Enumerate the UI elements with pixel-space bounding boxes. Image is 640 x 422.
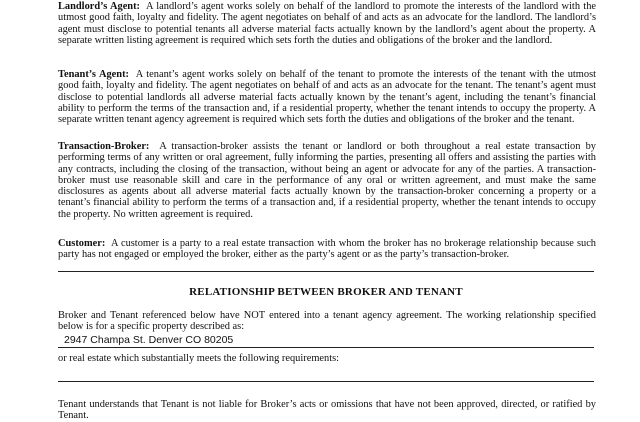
definition-customer: [58, 238, 596, 261]
property-address-field[interactable]: [58, 334, 594, 348]
definition-transaction-broker: [58, 141, 596, 220]
definition-text: A tenant’s agent works solely on behalf of the tenant to promote the interests of the tenant with the utmost good faith, loyalty and fidelity. The agent negotiates on behalf of and acts as an advocate for the tenant. The tenant’s agent must disclose to potential landlords all adverse material facts actually known by the tenant’s agent, including the tenant’s financial ability to perform the terms of the transaction and, if a residential property, whether the tenant intends to occupy the property. A separate written tenant agency agreement is required which sets forth the duties and obligations of the broker and the tenant.: [58, 69, 597, 126]
requirements-label: or real estate which substantially meets the following requirements:: [58, 353, 340, 364]
definition-term: Transaction-Broker:: [58, 141, 150, 152]
definition-landlords-agent: [58, 1, 596, 46]
definition-text: A transaction-broker assists the tenant or landlord or both throughout a real estate transaction by performing terms of any written or oral agreement, fully informing the parties, presenting all offers and assisting the parties with any contracts, including the closing of the transaction, without being an agent or advocate for any of the parties. A transaction-broker must use reasonable skill and care in the performance of any oral or written agreement, and must make the same disclosures as agents about all adverse material facts actually known by the transaction-broker concerning a property or a tenant’s financial ability to perform the terms of a transaction and, if a residential property, whether the tenant intends to occupy the property. No written agreement is required.: [58, 141, 596, 220]
definition-text: A customer is a party to a real estate transaction with whom the broker has no brokerage relationship because such party has not engaged or employed the broker, either as the party’s agent or as the party’s transaction-broker.: [58, 238, 597, 261]
liability-statement: Tenant understands that Tenant is not liable for Broker’s acts or omissions that have not been approved, directed, or ratified by Tenant.: [58, 399, 596, 422]
requirements-field[interactable]: [58, 368, 594, 382]
definition-tenants-agent: [58, 69, 596, 125]
property-address-value: 2947 Champa St. Denver CO 80205: [64, 334, 234, 346]
definition-term: Customer:: [58, 238, 106, 249]
section-heading: RELATIONSHIP BETWEEN BROKER AND TENANT: [189, 286, 463, 298]
definition-term: Tenant’s Agent:: [58, 69, 129, 80]
definition-text: A landlord’s agent works solely on behalf of the landlord to promote the interests of the landlord with the utmost good faith, loyalty and fidelity. The agent negotiates on behalf of and acts as an advocate for the landlord. The landlord’s agent must disclose to potential tenants all adverse material facts actually known by the landlord’s agent about the property. A separate written listing agreement is required which sets forth the duties and obligations of the broker and the landlord.: [58, 1, 597, 46]
definition-term: Landlord’s Agent:: [58, 1, 141, 12]
relationship-intro: Broker and Tenant referenced below have NOT entered into a tenant agency agreement. The working relationship specified below is for a specific property described as:: [58, 310, 596, 333]
section-divider: [58, 271, 594, 272]
